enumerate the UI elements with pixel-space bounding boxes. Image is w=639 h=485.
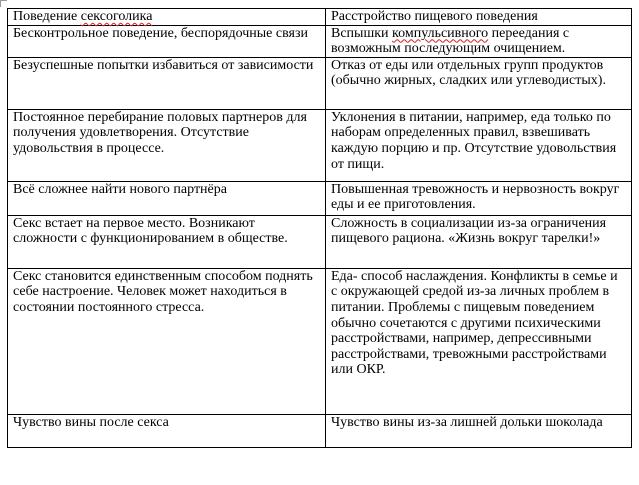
- header-right-text: Расстройство пищевого поведения: [331, 9, 538, 24]
- table-cell-left: [8, 268, 326, 414]
- table-row: [8, 25, 632, 57]
- cell-text: Отказ от еды или отдельных групп продуктов (обычно жирных, сладких или углеводистых).: [331, 57, 606, 89]
- table-row: [8, 215, 632, 268]
- cell-text: Бесконтрольное поведение, беспорядочные связи: [13, 25, 308, 41]
- cell-text: Повышенная тревожность и нервозность вокруг еды и ее приготовления.: [331, 181, 620, 213]
- table-move-handle-icon[interactable]: [0, 0, 7, 7]
- table-row: [8, 109, 632, 181]
- table-header-row: [8, 9, 632, 26]
- table-cell-left: [8, 181, 326, 215]
- cell-text: Секс становится единственным способом поднять себе настроение. Человек может находиться в состоянии постоянного стресса.: [13, 268, 313, 315]
- cell-text: Постоянное перебирание половых партнеров для получения удовлетворения. Отсутствие удовольствия в процессе.: [13, 109, 307, 156]
- cell-flagged-word: компульсивного: [392, 25, 489, 41]
- header-cell-sexaholic: [8, 9, 326, 26]
- table-row: [8, 414, 632, 447]
- table-cell-left: [8, 25, 326, 57]
- header-left-prefix: Поведение: [13, 9, 81, 24]
- cell-text: Уклонения в питании, например, еда только по наборам определенных правил, взвешивать каждую порцию и пр. Отсутствие удовольствия от пищи.: [331, 109, 617, 172]
- table-cell-right: [326, 181, 632, 215]
- table-row: [8, 268, 632, 414]
- table-cell-right: [326, 25, 632, 57]
- table-row: [8, 181, 632, 215]
- header-cell-eating-disorder: [326, 9, 632, 26]
- table-cell-left: [8, 215, 326, 268]
- header-left-flagged-word: сексоголика: [80, 9, 153, 24]
- cell-text-before: Вспышки: [331, 25, 393, 41]
- table-cell-right: [326, 109, 632, 181]
- table-cell-right: [326, 57, 632, 109]
- cell-text: Сложность в социализации из-за ограничения пищевого рациона. «Жизнь вокруг тарелки!»: [331, 215, 607, 247]
- cell-text: Чувство вины после секса: [13, 414, 169, 430]
- table-cell-right: [326, 268, 632, 414]
- cell-text: Чувство вины из-за лишней дольки шоколада: [331, 414, 603, 430]
- cell-text: Секс встает на первое место. Возникают сложности с функционированием в обществе.: [13, 215, 288, 247]
- table-cell-right: [326, 215, 632, 268]
- cell-text-after: переедания с возможным последующим очищением.: [331, 25, 570, 57]
- table-cell-left: [8, 57, 326, 109]
- cell-text: Еда- способ наслаждения. Конфликты в семье и с окружающей средой из-за личных проблем в питании. Проблемы с пищевым поведением обычно сочетаются с другими психическими расстройствами, например, депрессивными расстройствами, тревожными расстройствами или ОКР.: [331, 268, 618, 378]
- table-cell-right: [326, 414, 632, 447]
- table-row: [8, 57, 632, 109]
- table-cell-left: [8, 414, 326, 447]
- cell-text: Безуспешные попытки избавиться от зависимости: [13, 57, 314, 73]
- table-cell-left: [8, 109, 326, 181]
- cell-text: Всё сложнее найти нового партнёра: [13, 181, 227, 197]
- comparison-table: [7, 8, 632, 448]
